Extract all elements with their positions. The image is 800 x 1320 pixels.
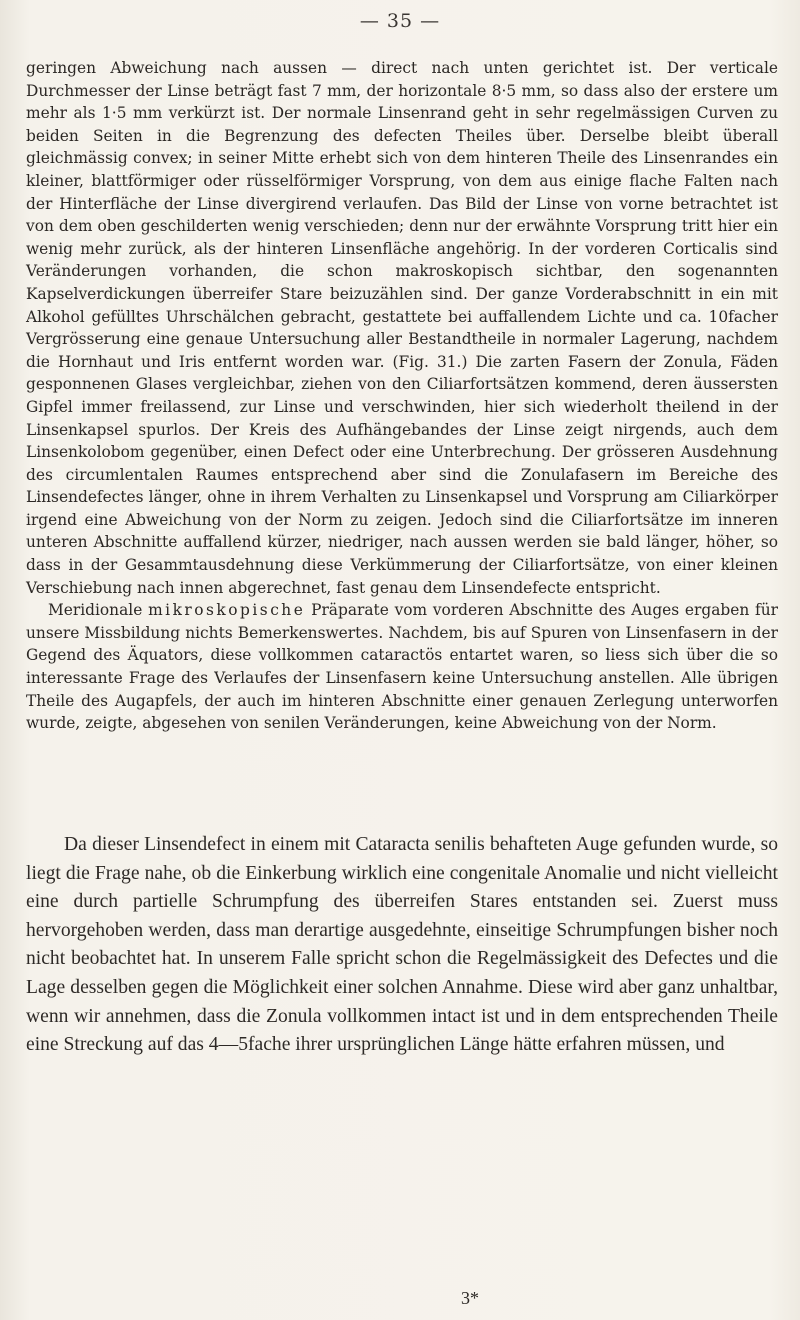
page-number: — 35 — xyxy=(359,10,441,32)
signature-mark: 3* xyxy=(461,1288,479,1308)
paragraph-2-emphasis: mikroskopische xyxy=(148,601,306,620)
paragraph-2 xyxy=(26,599,778,735)
paragraph-3: Da dieser Linsendefect in einem mit Cataracta senilis behafteten Auge gefunden wurde, so liegt die Frage nahe, ob die Einkerbung wirklich eine congenitale Anomalie und nicht vielleicht eine durch partielle Schrumpfung des überreifen Stares entstanden sei. Zuerst muss hervorgehoben werden, dass man derartige ausgedehnte, einseitige Schrumpfungen bisher noch nicht beobachtet hat. In unserem Falle spricht schon die Regelmässigkeit des Defectes und die Lage desselben gegen die Möglichkeit einer solchen Annahme. Diese wird aber ganz unhaltbar, wenn wir annehmen, dass die Zonula vollkommen intact ist und in dem entsprechenden Theile eine Streckung auf das 4—5fache ihrer ursprünglichen Länge hätte erfahren müssen, und xyxy=(26,834,778,1056)
paragraph-2-text: Präparate vom vorderen Abschnitte des Auges ergaben für unsere Missbildung nichts Bemerkenswertes. Nachdem, bis auf Spuren von Linsenfasern in der Gegend des Äquators, diese vollkommen cataractös entartet waren, so liess sich über die so interessante Frage des Verlaufes der Linsenfasern keine Untersuchung anstellen. Alle übrigen Theile des Augapfels, der auch im hinteren Abschnitte einer genauen Zerlegung unterworfen wurde, zeigte, abgesehen von senilen Veränderungen, keine Abweichung von der Norm. xyxy=(26,601,778,733)
body-text xyxy=(26,57,778,735)
paragraph-2-lead: Meridionale xyxy=(48,601,143,620)
large-type-section xyxy=(26,831,778,1060)
paragraph-1: geringen Abweichung nach aussen — direct nach unten gerichtet ist. Der verticale Durchmesser der Linse beträgt fast 7 mm, der horizontale 8·5 mm, so dass also der erstere um mehr als 1·5 mm verkürzt ist. Der normale Linsenrand geht in sehr regelmässigen Curven zu beiden Seiten in die Begrenzung des defecten Theiles über. Derselbe bleibt überall gleichmässig convex; in seiner Mitte erhebt sich von dem hinteren Theile des Linsenrandes ein kleiner, blattförmiger oder rüsselförmiger Vorsprung, von dem aus einige flache Falten nach der Hinterfläche der Linse divergirend verlaufen. Das Bild der Linse von vorne betrachtet ist von dem oben geschilderten wenig verschieden; denn nur der erwähnte Vorsprung tritt hier ein wenig mehr zurück, als der hinteren Linsenfläche angehörig. In der vorderen Corticalis sind Veränderungen vorhanden, die schon makroskopisch sichtbar, den sogenannten Kapselverdickungen überreifer Stare beizuzählen sind. Der ganze Vorderabschnitt in ein mit Alkohol gefülltes Uhrschälchen gebracht, gestattete bei auffallendem Lichte und ca. 10facher Vergrösserung eine genaue Untersuchung aller Bestandtheile in normaler Lagerung, nachdem die Hornhaut und Iris entfernt worden war. (Fig. 31.) Die zarten Fasern der Zonula, Fäden gesponnenen Glases vergleichbar, ziehen von den Ciliarfortsätzen kommend, deren äussersten Gipfel immer freilassend, zur Linse und verschwinden, hier sich wiederholt theilend in der Linsenkapsel spurlos. Der Kreis des Aufhängebandes der Linse zeigt nirgends, auch dem Linsenkolobom gegenüber, einen Defect oder eine Unterbrechung. Der grösseren Ausdehnung des circumlentalen Raumes entsprechend aber sind die Zonulafasern im Bereiche des Linsendefectes länger, ohne in ihrem Verhalten zu Linsenkapsel und Vorsprung am Ciliarkörper irgend eine Abweichung von der Norm zu zeigen. Jedoch sind die Ciliarfortsätze im inneren unteren Abschnitte auffallend kürzer, niedriger, nach aussen werden sie bald länger, höher, so dass in der Gesammtausdehnung diese Verkümmerung der Ciliarfortsätze, von einer kleinen Verschiebung nach innen abgerechnet, fast genau dem Linsendefecte entspricht. xyxy=(26,59,778,597)
